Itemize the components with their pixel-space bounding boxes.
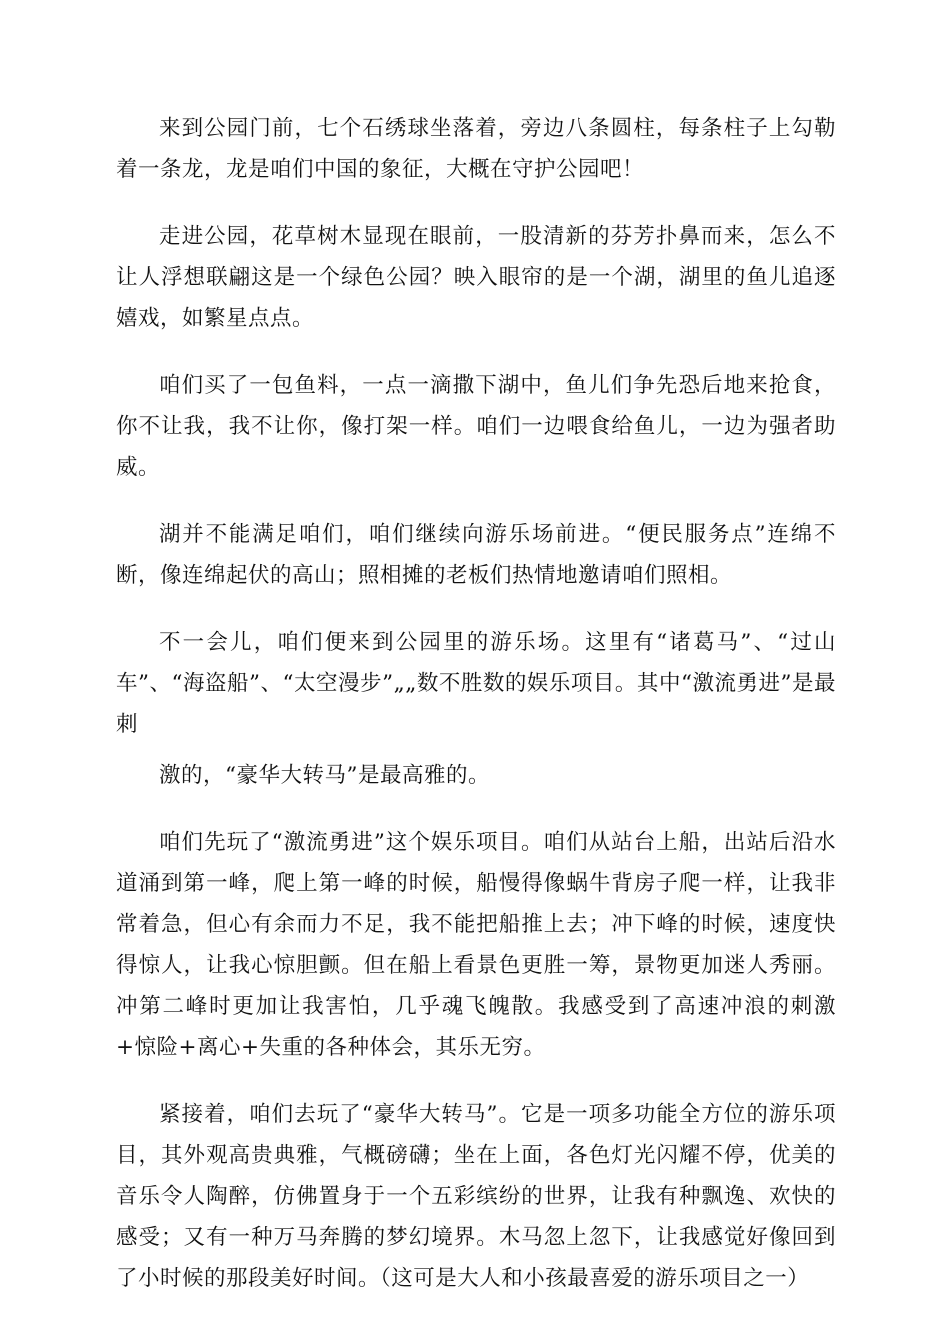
paragraph-5: 不一会儿，咱们便来到公园里的游乐场。这里有“诸葛马”、“过山车”、“海盗船”、“太空漫步”„„数不胜数的娱乐项目。其中“激流勇进”是最刺 bbox=[116, 630, 836, 737]
paragraph-1: 来到公园门前，七个石绣球坐落着，旁边八条圆柱，每条柱子上勾勒着一条龙，龙是咱们中国的象征，大概在守护公园吧！ bbox=[116, 116, 836, 182]
document-page bbox=[116, 108, 836, 1325]
paragraph-7: 咱们先玩了“激流勇进”这个娱乐项目。咱们从站台上船，出站后沿水道涌到第一峰，爬上第一峰的时候，船慢得像蜗牛背房子爬一样，让我非常着急，但心有余而力不足，我不能把船推上去；冲下峰的时候，速度快得惊人，让我心惊胆颤。但在船上看景色更胜一筹，景物更加迷人秀丽。冲第二峰时更加让我害怕，几乎魂飞魄散。我感受到了高速冲浪的刺激+惊险+离心+失重的各种体会，其乐无穷。 bbox=[116, 830, 836, 1060]
paragraph-8: 紧接着，咱们去玩了“豪华大转马”。它是一项多功能全方位的游乐项目，其外观高贵典雅，气概磅礴；坐在上面，各色灯光闪耀不停，优美的音乐令人陶醉，仿佛置身于一个五彩缤纷的世界，让我有种飘逸、欢快的感受；又有一种万马奔腾的梦幻境界。木马忽上忽下，让我感觉好像回到了小时候的那段美好时间。（这可是大人和小孩最喜爱的游乐项目之一） bbox=[116, 1102, 836, 1291]
paragraph-6: 激的，“豪华大转马”是最高雅的。 bbox=[159, 763, 490, 788]
paragraph-4: 湖并不能满足咱们，咱们继续向游乐场前进。“便民服务点”连绵不断，像连绵起伏的高山；照相摊的老板们热情地邀请咱们照相。 bbox=[116, 522, 836, 588]
paragraph-3: 咱们买了一包鱼料，一点一滴撒下湖中，鱼儿们争先恐后地来抢食，你不让我，我不让你，像打架一样。咱们一边喂食给鱼儿，一边为强者助威。 bbox=[116, 373, 836, 480]
paragraph-2: 走进公园，花草树木显现在眼前，一股清新的芬芳扑鼻而来，怎么不让人浮想联翩这是一个绿色公园？映入眼帘的是一个湖，湖里的鱼儿追逐嬉戏，如繁星点点。 bbox=[116, 224, 836, 331]
